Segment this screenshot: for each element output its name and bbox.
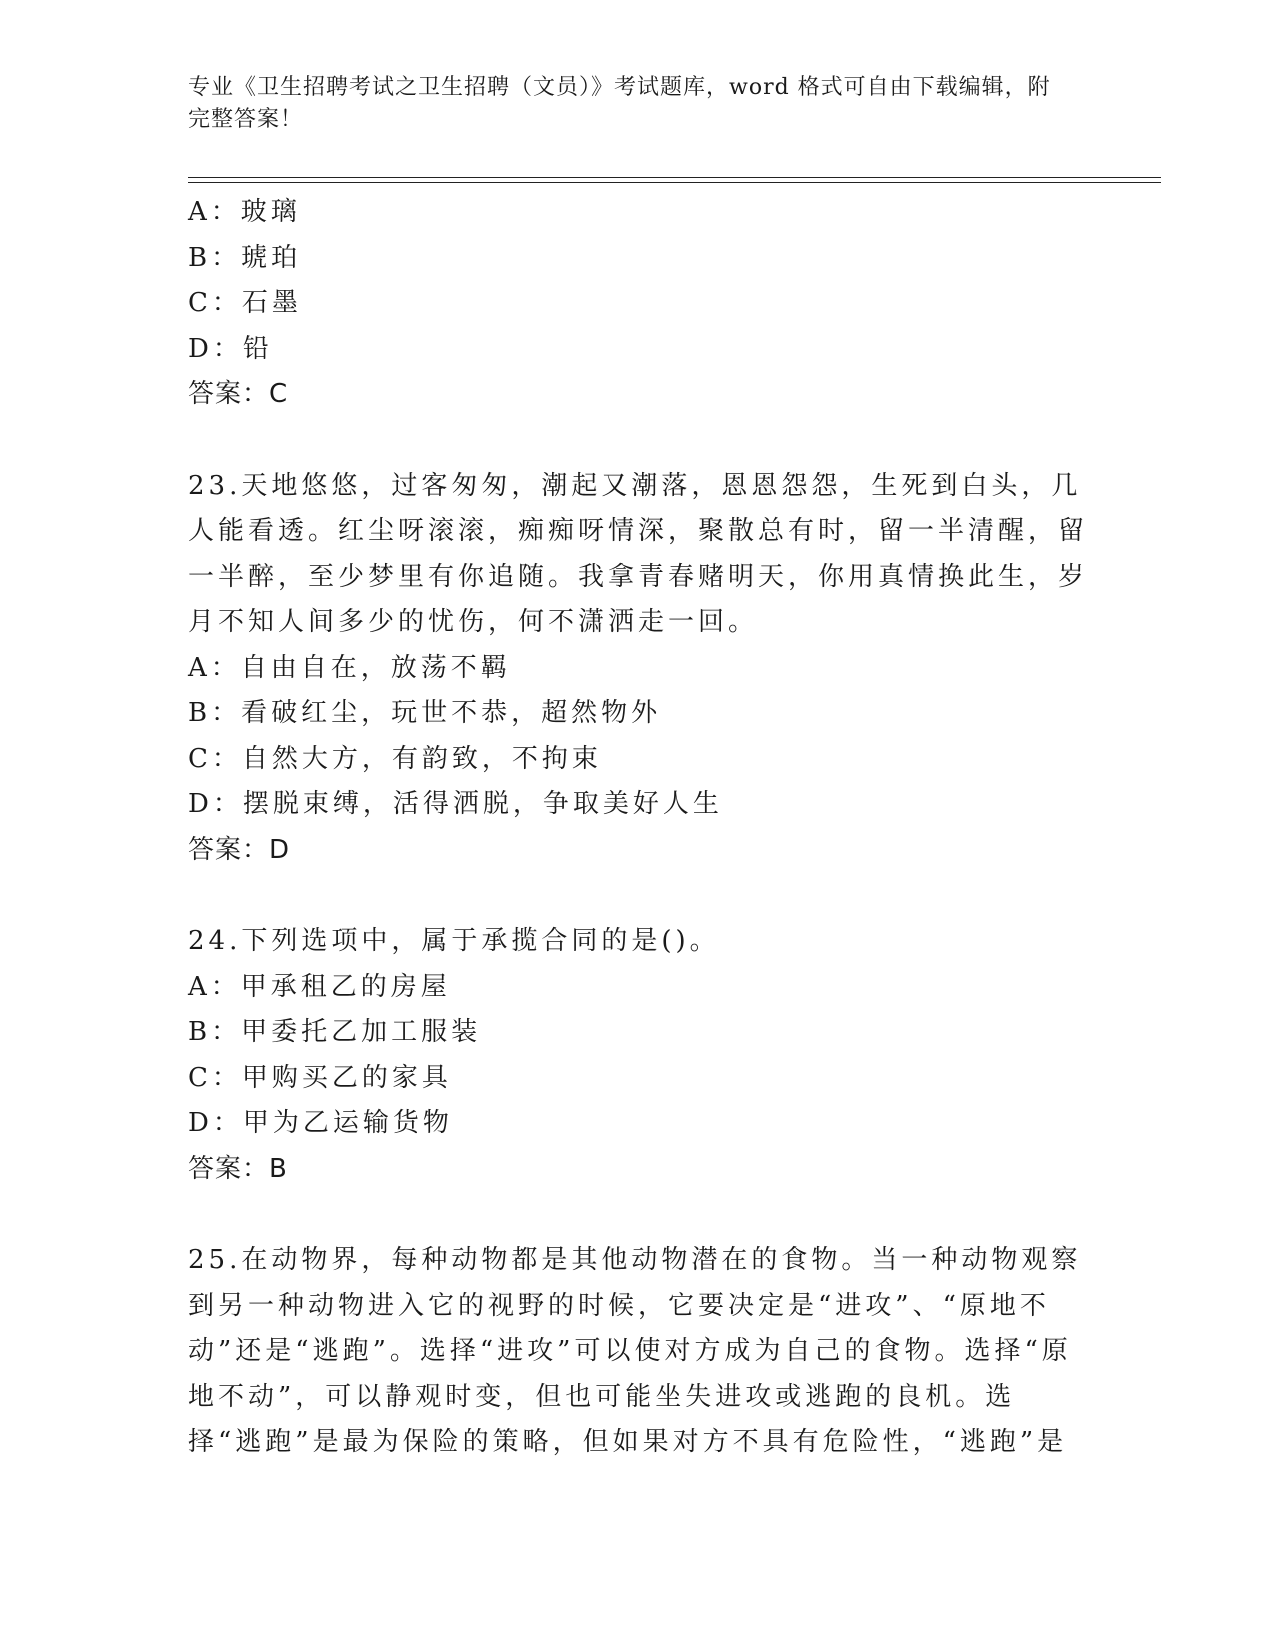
option-d: D：摆脱束缚，活得洒脱，争取美好人生	[188, 789, 723, 819]
option-b: B：甲委托乙加工服装	[188, 1017, 482, 1047]
question-22	[188, 190, 1088, 418]
question-text: 24.下列选项中，属于承揽合同的是()。	[188, 926, 720, 956]
option-b: B：看破红尘，玩世不恭，超然物外	[188, 698, 662, 728]
question-24	[188, 919, 1088, 1192]
option-c: C：石墨	[188, 288, 302, 318]
answer: 答案：D	[188, 834, 291, 865]
answer: 答案：B	[188, 1153, 288, 1184]
option-c: C：甲购买乙的家具	[188, 1062, 452, 1093]
question-text: 23.天地悠悠，过客匆匆，潮起又潮落，恩恩怨怨，生死到白头，几人能看透。红尘呀滚滚，痴痴呀情深，聚散总有时，留一半清醒，留一半醉，至少梦里有你追随。我拿青春赌明天，你用真情换此生，岁月不知人间多少的忧伤，何不潇洒走一回。	[188, 470, 1089, 637]
option-a: A：自由自在，放荡不羁	[188, 652, 511, 683]
option-d: D：甲为乙运输货物	[188, 1108, 453, 1138]
question-text: 25.在动物界，每种动物都是其他动物潜在的食物。当一种动物观察到另一种动物进入它的视野的时候，它要决定是“进攻”、“原地不动”还是“逃跑”。选择“进攻”可以使对方成为自己的食物。选择“原地不动”，可以静观时变，但也可能坐失进攻或逃跑的良机。选择“逃跑”是最为保险的策略，但如果对方不具有危险性，“逃跑”是	[188, 1245, 1082, 1457]
header-divider-bottom	[188, 182, 1161, 183]
document-body	[188, 190, 1088, 1466]
option-b: B：琥珀	[188, 242, 302, 273]
option-a: A：甲承租乙的房屋	[188, 971, 451, 1002]
header-title: 专业《卫生招聘考试之卫生招聘（文员）》考试题库，word 格式可自由下载编辑，附完整答案！	[188, 75, 1051, 132]
question-25	[188, 1238, 1088, 1466]
option-a: A：玻璃	[188, 197, 301, 227]
question-23	[188, 464, 1088, 874]
document-header	[188, 72, 1068, 136]
option-c: C：自然大方，有韵致，不拘束	[188, 743, 602, 774]
answer: 答案：C	[188, 379, 289, 409]
option-d: D：铅	[188, 333, 273, 364]
header-divider-top	[188, 177, 1161, 178]
